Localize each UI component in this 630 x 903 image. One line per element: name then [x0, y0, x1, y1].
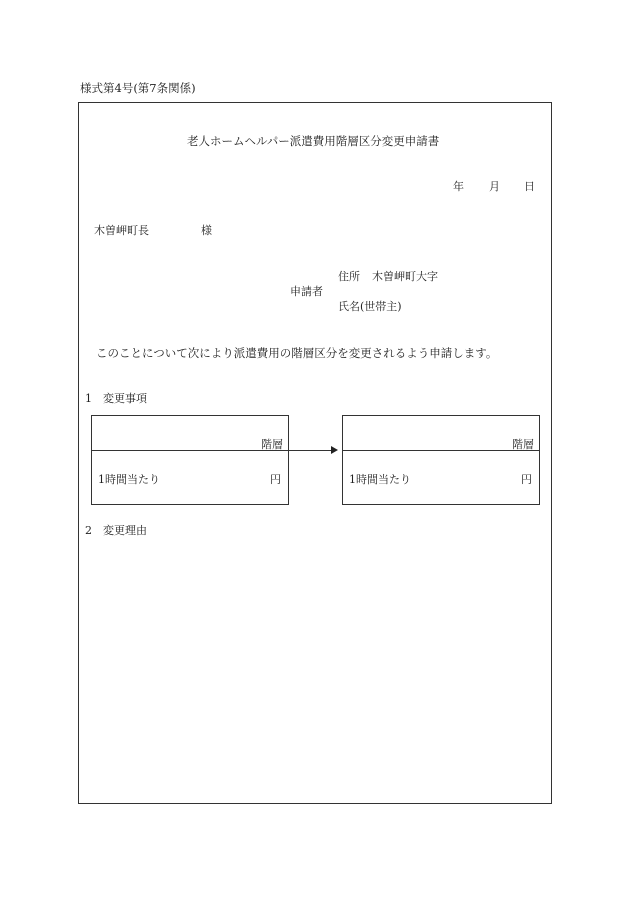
section1-heading: 1 変更事項 — [85, 392, 147, 405]
after-yen-label: 円 — [521, 473, 532, 486]
after-level-label: 階層 — [512, 438, 534, 451]
body-text: このことについて次により派遣費用の階層区分を変更されるよう申請します。 — [96, 346, 498, 360]
applicant-address-label: 住所 — [338, 270, 360, 283]
form-number: 様式第4号(第7条関係) — [80, 81, 196, 95]
applicant-label: 申請者 — [290, 285, 323, 298]
change-before-box — [91, 415, 289, 505]
after-divider — [343, 450, 539, 451]
addressee-name: 木曽岬町長 — [94, 224, 149, 237]
change-after-box — [342, 415, 540, 505]
before-divider — [92, 450, 288, 451]
date-day: 日 — [524, 180, 535, 193]
applicant-address-value: 木曽岬町大字 — [372, 270, 438, 283]
right-arrow-icon — [289, 450, 339, 451]
date-year: 年 — [453, 180, 464, 193]
date-month: 月 — [489, 180, 500, 193]
section2-heading: 2 変更理由 — [85, 524, 147, 537]
before-level-label: 階層 — [261, 438, 283, 451]
form-title: 老人ホームヘルパー派遣費用階層区分変更申請書 — [187, 134, 440, 148]
addressee-honorific: 様 — [201, 224, 212, 237]
before-yen-label: 円 — [270, 473, 281, 486]
applicant-name-label: 氏名(世帯主) — [338, 300, 402, 313]
after-hourly-label: 1時間当たり — [349, 473, 411, 486]
before-hourly-label: 1時間当たり — [98, 473, 160, 486]
